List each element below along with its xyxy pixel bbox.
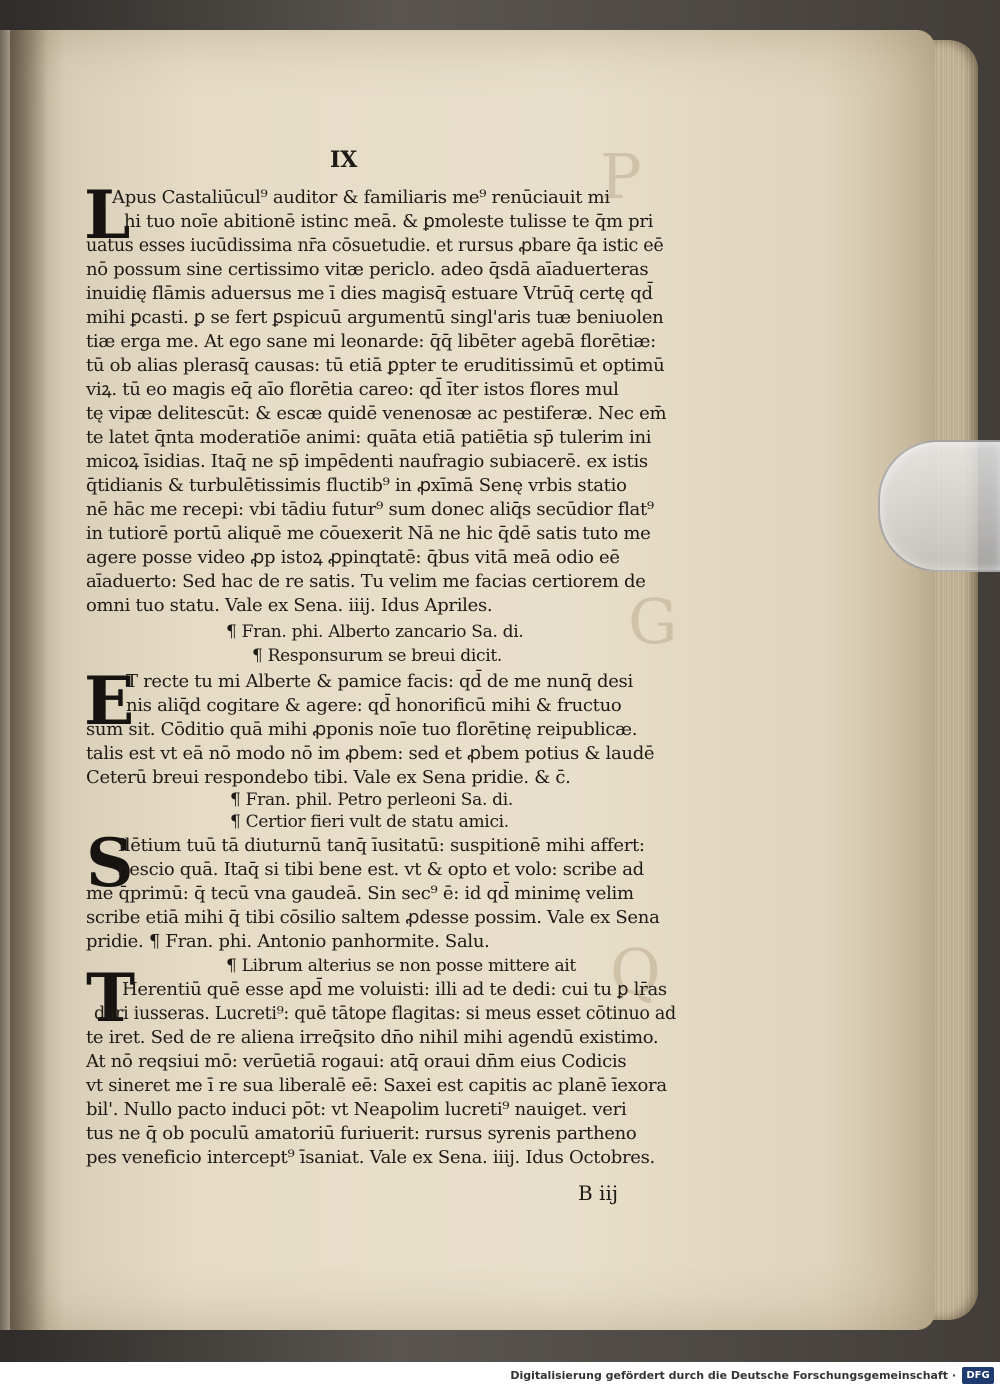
- text-line: scribe etiā mihi q̄ tibi cōsilio saltem ꝓdesse possim. Vale ex Sena: [86, 907, 660, 928]
- text-line: nē hāc me recepi: vbi tādiu futur⁹ sum donec aliq̄s secūdior flat⁹: [86, 499, 654, 520]
- gutter-shadow: [10, 30, 48, 1330]
- text-line: vt sineret me ī re sua liberalē eē: Saxei est capitis ac planē īexora: [86, 1075, 667, 1096]
- text-line: nescio quā. Itaq̄ si tibi bene est. vt & opto et volo: scribe ad: [118, 859, 644, 880]
- text-line: sum sit. Cōditio quā mihi ꝓponis noīe tuo florētinę reipublicæ.: [86, 719, 638, 740]
- text-line: micoꝝ īsidias. Itaq̄ ne sp̄ impēdenti naufragio subiacerē. ex istis: [86, 451, 648, 472]
- text-line: tus ne q̄ ob poculū amatoriū furiuerit: rursus syrenis partheno: [86, 1123, 637, 1144]
- letter-heading: pridie. ¶ Fran. phi. Antonio panhormite. Salu.: [86, 931, 490, 952]
- show-through-mark: P: [600, 140, 642, 213]
- text-line: inuidię flāmis aduersus me ī dies magisq̄ estuare Vtrūq̄ certę qd̄: [86, 283, 653, 304]
- dropcap-l: L: [84, 176, 131, 254]
- text-line: Ceterū breui respondebo tibi. Vale ex Sena pridie. & c̄.: [86, 767, 571, 788]
- dropcap-e: E: [84, 662, 135, 740]
- text-line: q̄tidianis & turbulētissimis fluctib⁹ in ꝓxīmā Senę vrbis statio: [86, 475, 627, 496]
- text-line: aīaduerto: Sed hac de re satis. Tu velim me facias certiorem de: [86, 571, 646, 592]
- show-through-mark: Q: [610, 935, 661, 1008]
- text-line: At nō reqsiui mō: verūetiā rogaui: atq̄ oraui dn̄m eius Codicis: [86, 1051, 627, 1072]
- text-line: Ilētium tuū tā diuturnū tanq̄ īusitatū: suspitionē mihi affert:: [118, 835, 645, 856]
- footer-bar: [0, 1362, 1000, 1390]
- letter-heading: ¶ Fran. phil. Petro perleoni Sa. di.: [230, 790, 513, 810]
- text-line: tę vipæ delitescūt: & escæ quidē venenosæ ac pestiferæ. Nec em̄: [86, 403, 667, 424]
- text-line: T recte tu mi Alberte & pamice facis: qd̄ de me nunq̄ desi: [126, 671, 633, 692]
- letter-summary: ¶ Certior fieri vult de statu amici.: [230, 812, 509, 832]
- text-line: talis est vt eā nō modo nō im ꝓbem: sed et ꝓbem potius & laudē: [86, 743, 655, 764]
- text-line: omni tuo statu. Vale ex Sena. iiij. Idus Apriles.: [86, 595, 493, 616]
- text-line: nis aliq̄d cogitare & agere: qd̄ honorificū mihi & fructuo: [126, 695, 622, 716]
- text-line: viꝝ. tū eo magis eq̄ aīo florētia careo: qd̄ īter istos flores mul: [86, 379, 619, 400]
- text-line: te latet q̄nta moderatiōe animi: quāta etiā patiētia sp̄ tulerim ini: [86, 427, 652, 448]
- text-line: me q̄primū: q̄ tecū vna gaudeā. Sin sec⁹ ē: id qd̄ minimę velim: [86, 883, 634, 904]
- text-line: agere posse video ꝓp istoꝝ ꝓpinqtatē: q̄bus vitā meā odio eē: [86, 547, 620, 568]
- text-line: pes veneficio intercept⁹ īsaniat. Vale ex Sena. iiij. Idus Octobres.: [86, 1147, 655, 1168]
- letter-heading: ¶ Fran. phi. Alberto zancario Sa. di.: [226, 622, 524, 642]
- dfg-logo: DFG: [962, 1367, 994, 1384]
- text-line: Herentiū quē esse apd̄ me voluisti: illi ad te dedi: cui tu ꝑ lr̄as: [122, 979, 667, 1000]
- letter-summary: ¶ Responsurum se breui dicit.: [252, 646, 503, 666]
- text-line: mihi ꝑcasti. ꝑ se fert ꝑspicuū argumentū singl'aris tuæ beniuolen: [86, 307, 664, 328]
- letter-summary: ¶ Librum alterius se non posse mittere ait: [226, 956, 576, 976]
- text-line: nō possum sine certissimo vitæ periclo. adeo q̄sdā aīaduerteras: [86, 259, 649, 280]
- text-line: tū ob alias plerasq̄ causas: tū etiā ꝑpter te eruditissimū et optimū: [86, 355, 665, 376]
- text-line: te iret. Sed de re aliena irreq̄sito dn̄o nihil mihi agendū existimo.: [86, 1027, 659, 1048]
- text-line: in tutiorē portū aliquē me cōuexerit Nā ne hic q̄dē satis tuto me: [86, 523, 651, 544]
- dropcap-t: T: [86, 959, 135, 1037]
- text-line: uatus esses iucūdissima nr̄a cōsuetudie. et rursus ꝓbare q̄a istic eē: [86, 236, 664, 256]
- folio-number: IX: [330, 147, 358, 173]
- text-line: dari iusseras. Lucreti⁹: quē tātope flagitas: si meus esset cōtinuo ad: [94, 1004, 676, 1024]
- text-line: bil'. Nullo pacto induci pōt: vt Neapolim lucreti⁹ nauiget. veri: [86, 1099, 627, 1120]
- show-through-mark: G: [628, 585, 678, 658]
- funding-credit: Digitalisierung gefördert durch die Deutsche Forschungsgemeinschaft ·: [510, 1369, 956, 1382]
- text-line: tiæ erga me. At ego sane mi leonarde: q̄q̄ libēter agebā florētiæ:: [86, 331, 656, 352]
- dropcap-s: S: [86, 824, 134, 902]
- signature-mark: B iij: [578, 1181, 619, 1205]
- text-line: hi tuo noīe abitionē istinc meā. & ꝑmoleste tulisse te q̄m pri: [124, 211, 654, 232]
- bookmark-strip: [878, 440, 1000, 572]
- text-line: Apus Castaliūcul⁹ auditor & familiaris me⁹ renūciauit mi: [112, 187, 610, 208]
